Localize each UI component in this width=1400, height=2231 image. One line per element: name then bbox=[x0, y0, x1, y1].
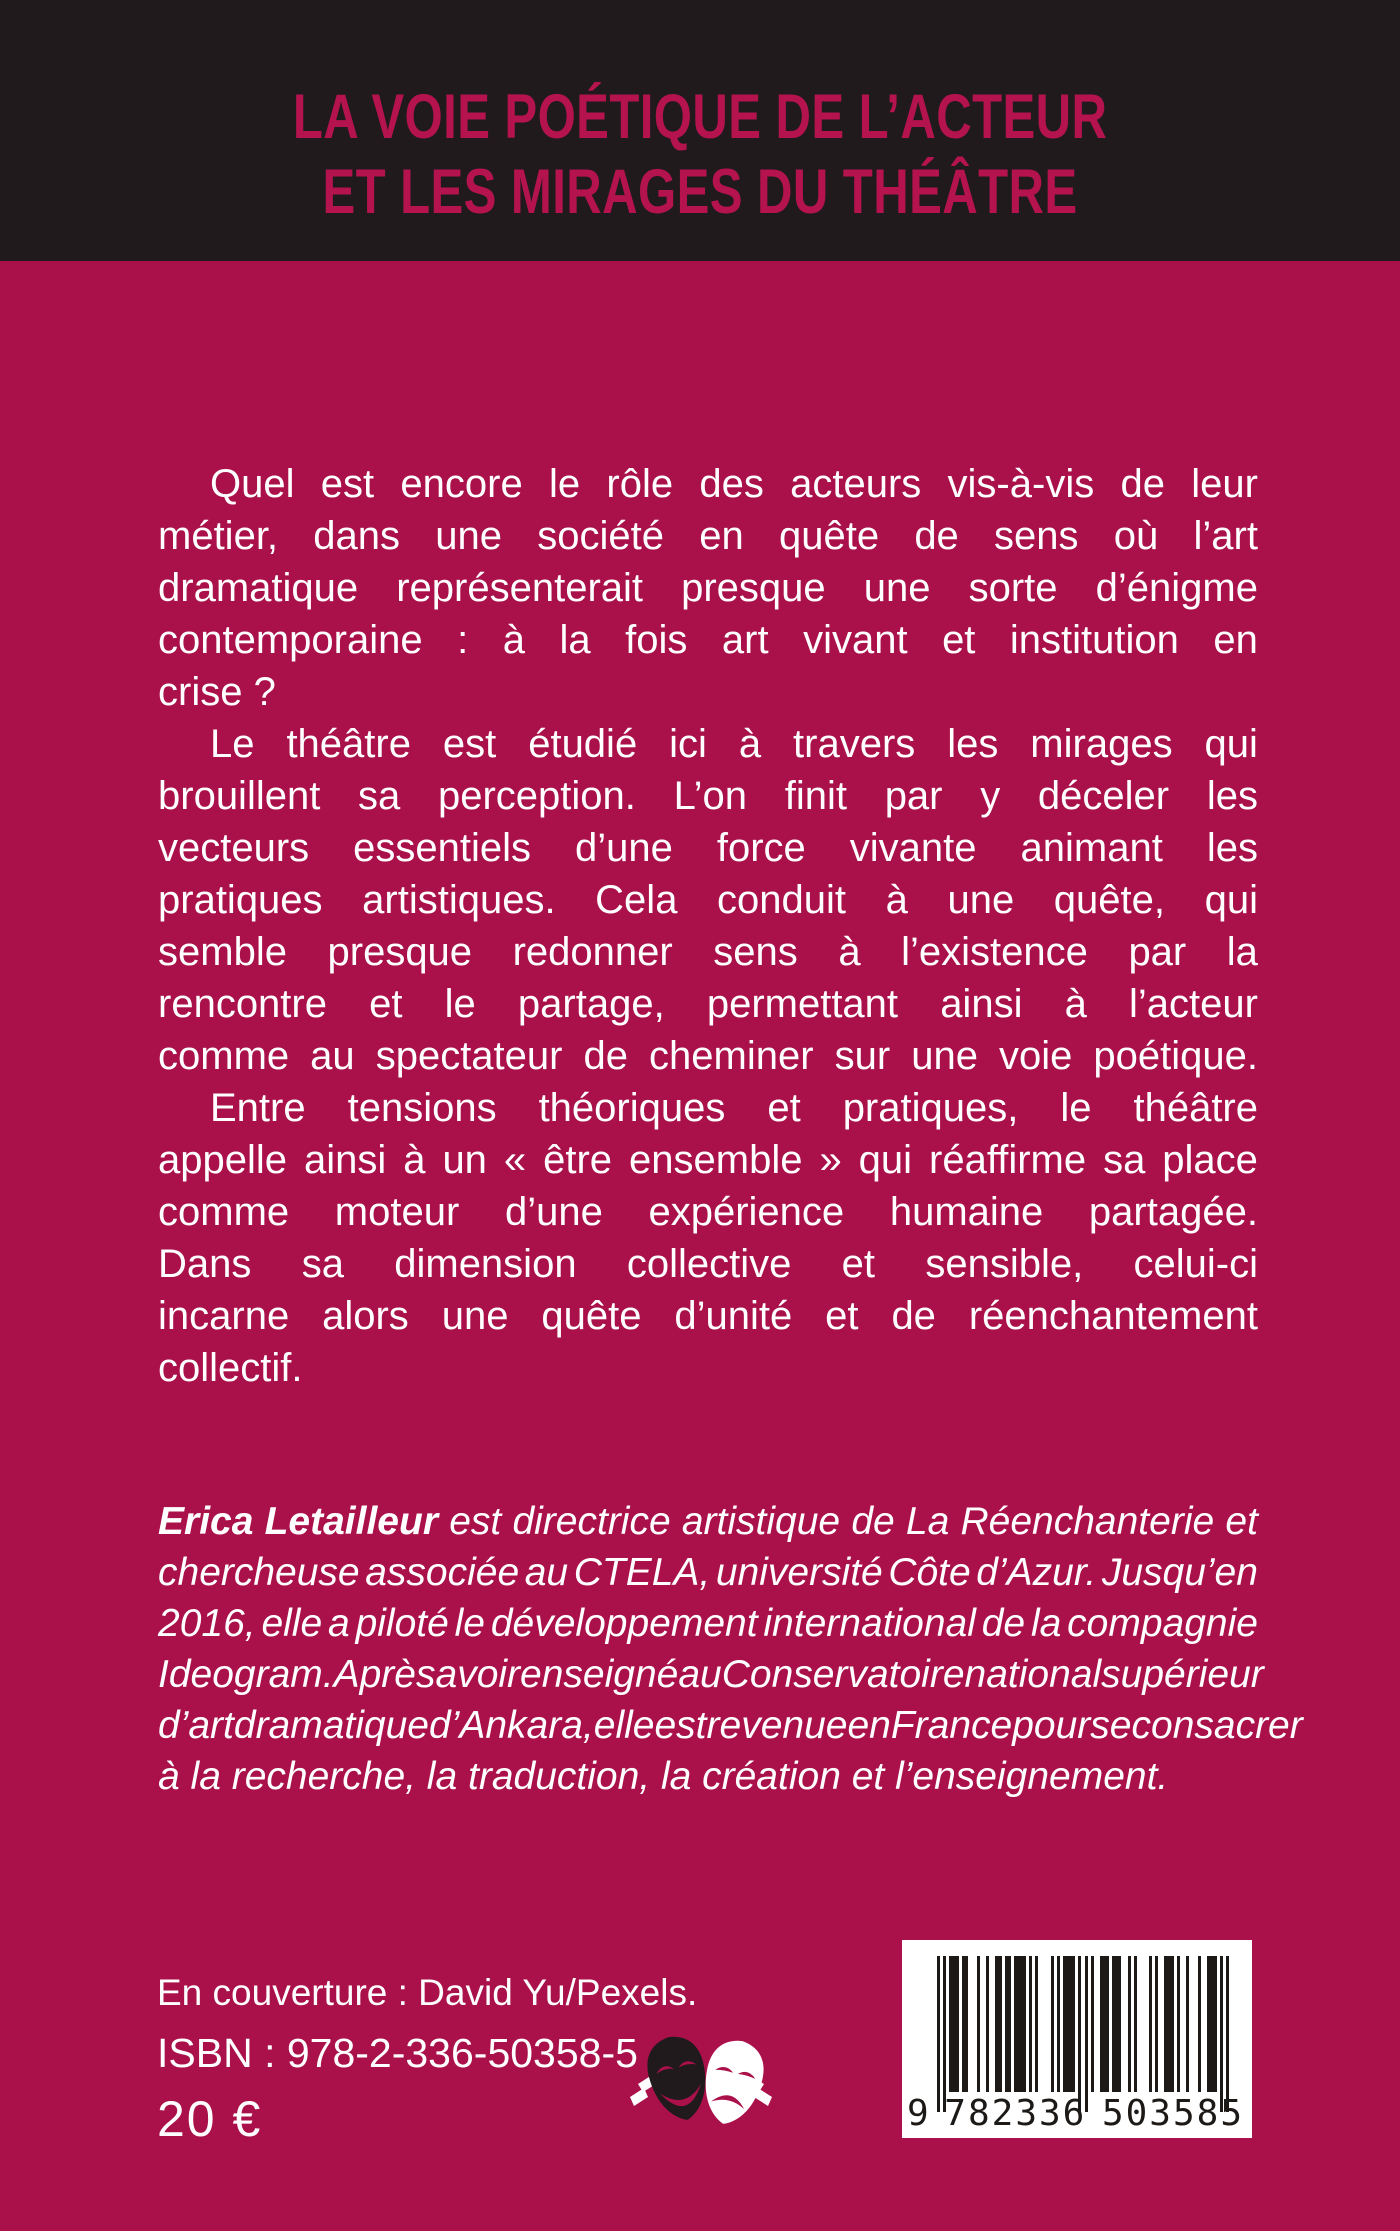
text-line: comme moteur d’une expérience humaine partagée. bbox=[158, 1190, 1258, 1234]
barcode-bar bbox=[1128, 1956, 1131, 2092]
barcode-bar bbox=[962, 1956, 968, 2092]
text-line: d’art dramatique d’Ankara, elle est revenue en France pour se consacrer bbox=[158, 1704, 1303, 1747]
text-line: vecteurs essentiels d’une force vivante animant les bbox=[158, 826, 1258, 870]
barcode-bar bbox=[1149, 1956, 1152, 2092]
barcode-guard-bar bbox=[937, 1956, 940, 2112]
barcode-digit-group-2: 782336 bbox=[944, 2093, 1087, 2134]
book-title-line-2 bbox=[0, 157, 1400, 238]
barcode-bar bbox=[977, 1956, 980, 2092]
barcode-guard-bar bbox=[943, 1956, 946, 2112]
barcode-bar bbox=[1005, 1956, 1011, 2092]
price: 20 € bbox=[157, 2091, 263, 2147]
barcode-bar bbox=[949, 1956, 958, 2092]
text-line: incarne alors une quête d’unité et de réenchantement bbox=[158, 1294, 1258, 1338]
text-line: comme au spectateur de cheminer sur une voie poétique. bbox=[158, 1034, 1258, 1078]
barcode-guard-bar bbox=[1085, 1956, 1088, 2112]
text-line: semble presque redonner sens à l’existence par la bbox=[158, 930, 1258, 974]
barcode-bar bbox=[1051, 1956, 1054, 2092]
barcode-guard-bar bbox=[1226, 1956, 1229, 2112]
text-line: métier, dans une société en quête de sens où l’art bbox=[158, 514, 1258, 558]
book-title-line-1 bbox=[0, 82, 1400, 163]
text-line: 2016, elle a piloté le développement international de la compagnie bbox=[158, 1602, 1258, 1645]
tragedy-mask bbox=[696, 2035, 770, 2128]
barcode-bar bbox=[1014, 1956, 1026, 2092]
book-title-text-2: ET LES MIRAGES DU THÉÂTRE bbox=[322, 157, 1078, 227]
text-line: appelle ainsi à un « être ensemble » qui réaffirme sa place bbox=[158, 1138, 1258, 1182]
text-line: Le théâtre est étudié ici à travers les mirages qui bbox=[210, 722, 1258, 766]
barcode-bar bbox=[1112, 1956, 1121, 2092]
text-line: chercheuse associée au CTELA, université Côte d’Azur. Jusqu’en bbox=[158, 1551, 1258, 1594]
text-line: dramatique représenterait presque une sorte d’énigme bbox=[158, 566, 1258, 610]
cover-credit: En couverture : David Yu/Pexels. bbox=[157, 1972, 698, 2013]
barcode-bar bbox=[1134, 1956, 1137, 2092]
text-line: Dans sa dimension collective et sensible, celui-ci bbox=[158, 1242, 1258, 1286]
comedy-mask bbox=[641, 2031, 715, 2126]
barcode bbox=[902, 1940, 1252, 2138]
barcode-digit-group-3: 503585 bbox=[1101, 2093, 1244, 2134]
text-line: contemporaine : à la fois art vivant et institution en bbox=[158, 618, 1258, 662]
title-band bbox=[0, 0, 1400, 261]
barcode-bar bbox=[1155, 1956, 1158, 2092]
barcode-bar bbox=[1207, 1956, 1216, 2092]
barcode-bar bbox=[1091, 1956, 1094, 2092]
barcode-guard-bar bbox=[1220, 1956, 1223, 2112]
text-line: Ideogram. Après avoir enseigné au Conservatoire national supérieur bbox=[158, 1653, 1264, 1696]
text-line: rencontre et le partage, permettant ainsi à l’acteur bbox=[158, 982, 1258, 1026]
barcode-bar bbox=[1164, 1956, 1173, 2092]
barcode-bars bbox=[937, 1956, 1229, 2092]
text-line: Erica Letailleur est directrice artistique de La Réenchanterie et bbox=[158, 1500, 1258, 1543]
text-line: crise ? bbox=[158, 670, 276, 714]
barcode-bar bbox=[1198, 1956, 1201, 2092]
barcode-digit-group-1: 9 bbox=[907, 2093, 929, 2134]
barcode-bar bbox=[1035, 1956, 1038, 2092]
barcode-bar bbox=[1057, 1956, 1060, 2092]
barcode-bar bbox=[1100, 1956, 1109, 2092]
text-line: à la recherche, la traduction, la création et l’enseignement. bbox=[158, 1755, 1169, 1798]
text-line: collectif. bbox=[158, 1346, 303, 1390]
barcode-bar bbox=[995, 1956, 1001, 2092]
comedy-tragedy-masks-icon bbox=[626, 2028, 776, 2128]
text-line: Quel est encore le rôle des acteurs vis-à-vis de leur bbox=[210, 462, 1258, 506]
text-line: Entre tensions théoriques et pratiques, le théâtre bbox=[210, 1086, 1258, 1130]
barcode-bar bbox=[986, 1956, 989, 2092]
isbn-number: ISBN : 978-2-336-50358-5 bbox=[157, 2030, 638, 2076]
synopsis-text bbox=[158, 458, 1258, 1394]
barcode-guard-bar bbox=[1078, 1956, 1081, 2112]
barcode-bar bbox=[1186, 1956, 1189, 2092]
author-bio-text bbox=[158, 1496, 1303, 1802]
text-line: brouillent sa perception. L’on finit par y déceler les bbox=[158, 774, 1258, 818]
text-line: pratiques artistiques. Cela conduit à une quête, qui bbox=[158, 878, 1258, 922]
barcode-number bbox=[902, 2093, 1252, 2134]
barcode-bar bbox=[1177, 1956, 1180, 2092]
barcode-bar bbox=[1063, 1956, 1075, 2092]
book-title-text-1: LA VOIE POÉTIQUE DE L’ACTEUR bbox=[292, 82, 1108, 152]
barcode-bar bbox=[1029, 1956, 1032, 2092]
